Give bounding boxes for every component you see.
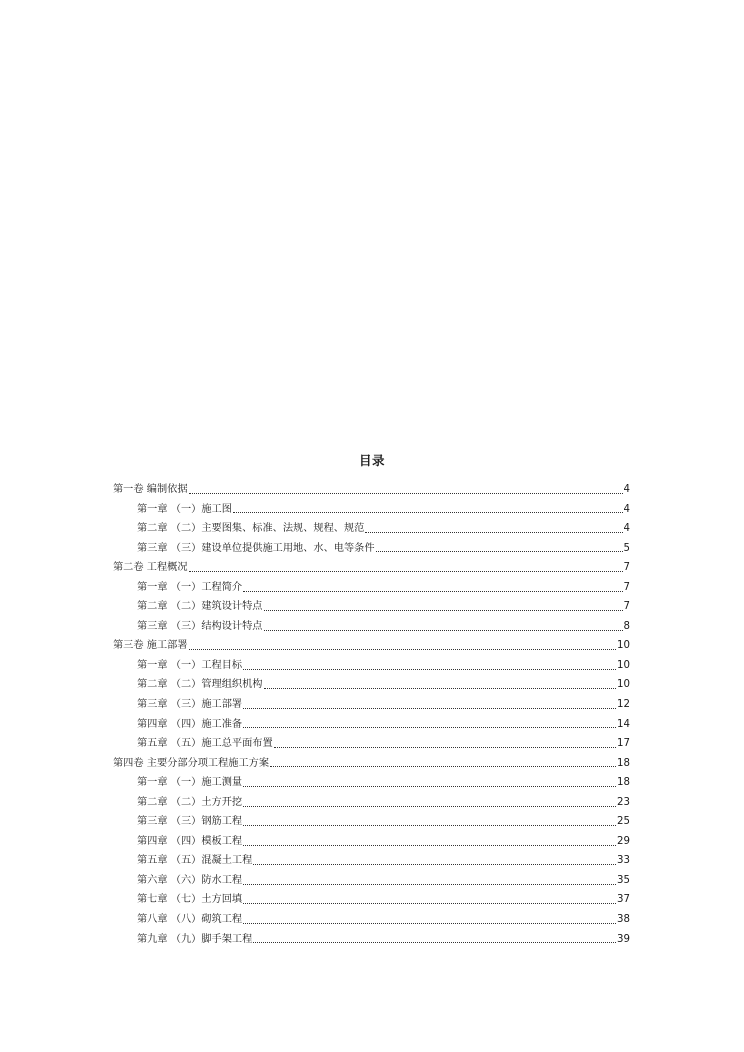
toc-entry-label: 第六章 （六）防水工程 [137,874,243,886]
toc-entry-label: 第五章 （五）混凝土工程 [137,855,253,867]
toc-entry-page-number: 38 [617,914,630,926]
dot-leader [270,765,616,767]
toc-entry-label: 第五章 （五）施工总平面布置 [137,738,273,750]
table-of-contents [113,480,630,949]
toc-entry-label: 第二章 （二）管理组织机构 [137,679,263,691]
toc-chapter-entry[interactable] [113,910,630,930]
toc-chapter-entry[interactable] [113,500,630,520]
toc-entry-label: 第一章 （一）工程目标 [137,659,243,671]
toc-chapter-entry[interactable] [113,715,630,735]
dot-leader [243,922,616,924]
toc-entry-page-number: 39 [617,933,630,945]
toc-chapter-entry[interactable] [113,734,630,754]
toc-entry-label: 第二卷 工程概况 [113,562,188,574]
toc-chapter-entry[interactable] [113,539,630,559]
dot-leader [243,883,616,885]
toc-entry-label: 第二章 （二）土方开挖 [137,796,243,808]
toc-chapter-entry[interactable] [113,851,630,871]
toc-entry-page-number: 10 [617,679,630,691]
dot-leader [243,726,616,728]
dot-leader [253,941,616,943]
toc-entry-label: 第一章 （一）施工图 [137,503,232,515]
toc-entry-page-number: 29 [617,835,630,847]
toc-entry-page-number: 17 [617,738,630,750]
toc-chapter-entry[interactable] [113,812,630,832]
toc-entry-label: 第三章 （三）建设单位提供施工用地、水、电等条件 [137,542,375,554]
toc-entry-page-number: 10 [617,659,630,671]
toc-entry-page-number: 18 [617,777,630,789]
dot-leader [243,805,616,807]
dot-leader [365,531,622,533]
toc-volume-entry[interactable] [113,480,630,500]
toc-volume-entry[interactable] [113,558,630,578]
toc-chapter-entry[interactable] [113,793,630,813]
toc-entry-page-number: 37 [617,894,630,906]
dot-leader [189,648,616,650]
toc-entry-page-number: 10 [617,640,630,652]
toc-entry-page-number: 33 [617,855,630,867]
toc-entry-label: 第四章 （四）模板工程 [137,835,243,847]
toc-entry-page-number: 12 [617,699,630,711]
toc-title: 目录 [358,453,385,468]
dot-leader [243,785,616,787]
dot-leader [243,707,616,709]
dot-leader [189,492,623,494]
dot-leader [233,511,623,513]
toc-entry-page-number: 4 [623,523,630,535]
toc-entry-label: 第四卷 主要分部分项工程施工方案 [113,757,270,769]
toc-entry-label: 第三章 （三）钢筋工程 [137,816,243,828]
toc-chapter-entry[interactable] [113,871,630,891]
dot-leader [274,746,616,748]
toc-chapter-entry[interactable] [113,617,630,637]
toc-entry-page-number: 7 [623,562,630,574]
toc-chapter-entry[interactable] [113,773,630,793]
toc-entry-label: 第三章 （三）施工部署 [137,699,243,711]
toc-entry-page-number: 35 [617,874,630,886]
toc-entry-page-number: 25 [617,816,630,828]
toc-chapter-entry[interactable] [113,597,630,617]
toc-chapter-entry[interactable] [113,832,630,852]
toc-entry-label: 第一卷 编制依据 [113,484,188,495]
dot-leader [264,629,623,631]
toc-chapter-entry[interactable] [113,519,630,539]
toc-entry-label: 第二章 （二）建筑设计特点 [137,601,263,613]
toc-entry-label: 第四章 （四）施工准备 [137,718,243,730]
toc-entry-page-number: 7 [623,581,630,593]
toc-entry-page-number: 8 [623,620,630,632]
dot-leader [264,609,623,611]
toc-entry-page-number: 7 [623,601,630,613]
dot-leader [253,863,616,865]
toc-volume-entry[interactable] [113,754,630,774]
toc-chapter-entry[interactable] [113,890,630,910]
dot-leader [243,824,616,826]
dot-leader [243,590,622,592]
toc-volume-entry[interactable] [113,636,630,656]
toc-entry-page-number: 4 [623,503,630,515]
toc-chapter-entry[interactable] [113,675,630,695]
toc-entry-label: 第三章 （三）结构设计特点 [137,620,263,632]
toc-chapter-entry[interactable] [113,930,630,950]
toc-entry-page-number: 14 [617,718,630,730]
toc-entry-page-number: 5 [623,542,630,554]
dot-leader [189,570,623,572]
dot-leader [264,687,617,689]
toc-chapter-entry[interactable] [113,695,630,715]
dot-leader [376,550,623,552]
dot-leader [243,844,616,846]
toc-chapter-entry[interactable] [113,656,630,676]
toc-entry-label: 第一章 （一）施工测量 [137,777,243,789]
toc-entry-label: 第二章 （二）主要图集、标准、法规、规程、规范 [137,523,365,535]
toc-entry-label: 第八章 （八）砌筑工程 [137,914,243,926]
toc-entry-page-number: 23 [617,796,630,808]
toc-entry-label: 第九章 （九）脚手架工程 [137,933,253,945]
toc-chapter-entry[interactable] [113,578,630,598]
toc-entry-page-number: 18 [617,757,630,769]
toc-entry-page-number: 4 [623,484,630,495]
dot-leader [243,668,616,670]
toc-entry-label: 第一章 （一）工程简介 [137,581,243,593]
toc-entry-label: 第三卷 施工部署 [113,640,188,652]
dot-leader [243,902,616,904]
toc-entry-label: 第七章 （七）土方回填 [137,894,243,906]
